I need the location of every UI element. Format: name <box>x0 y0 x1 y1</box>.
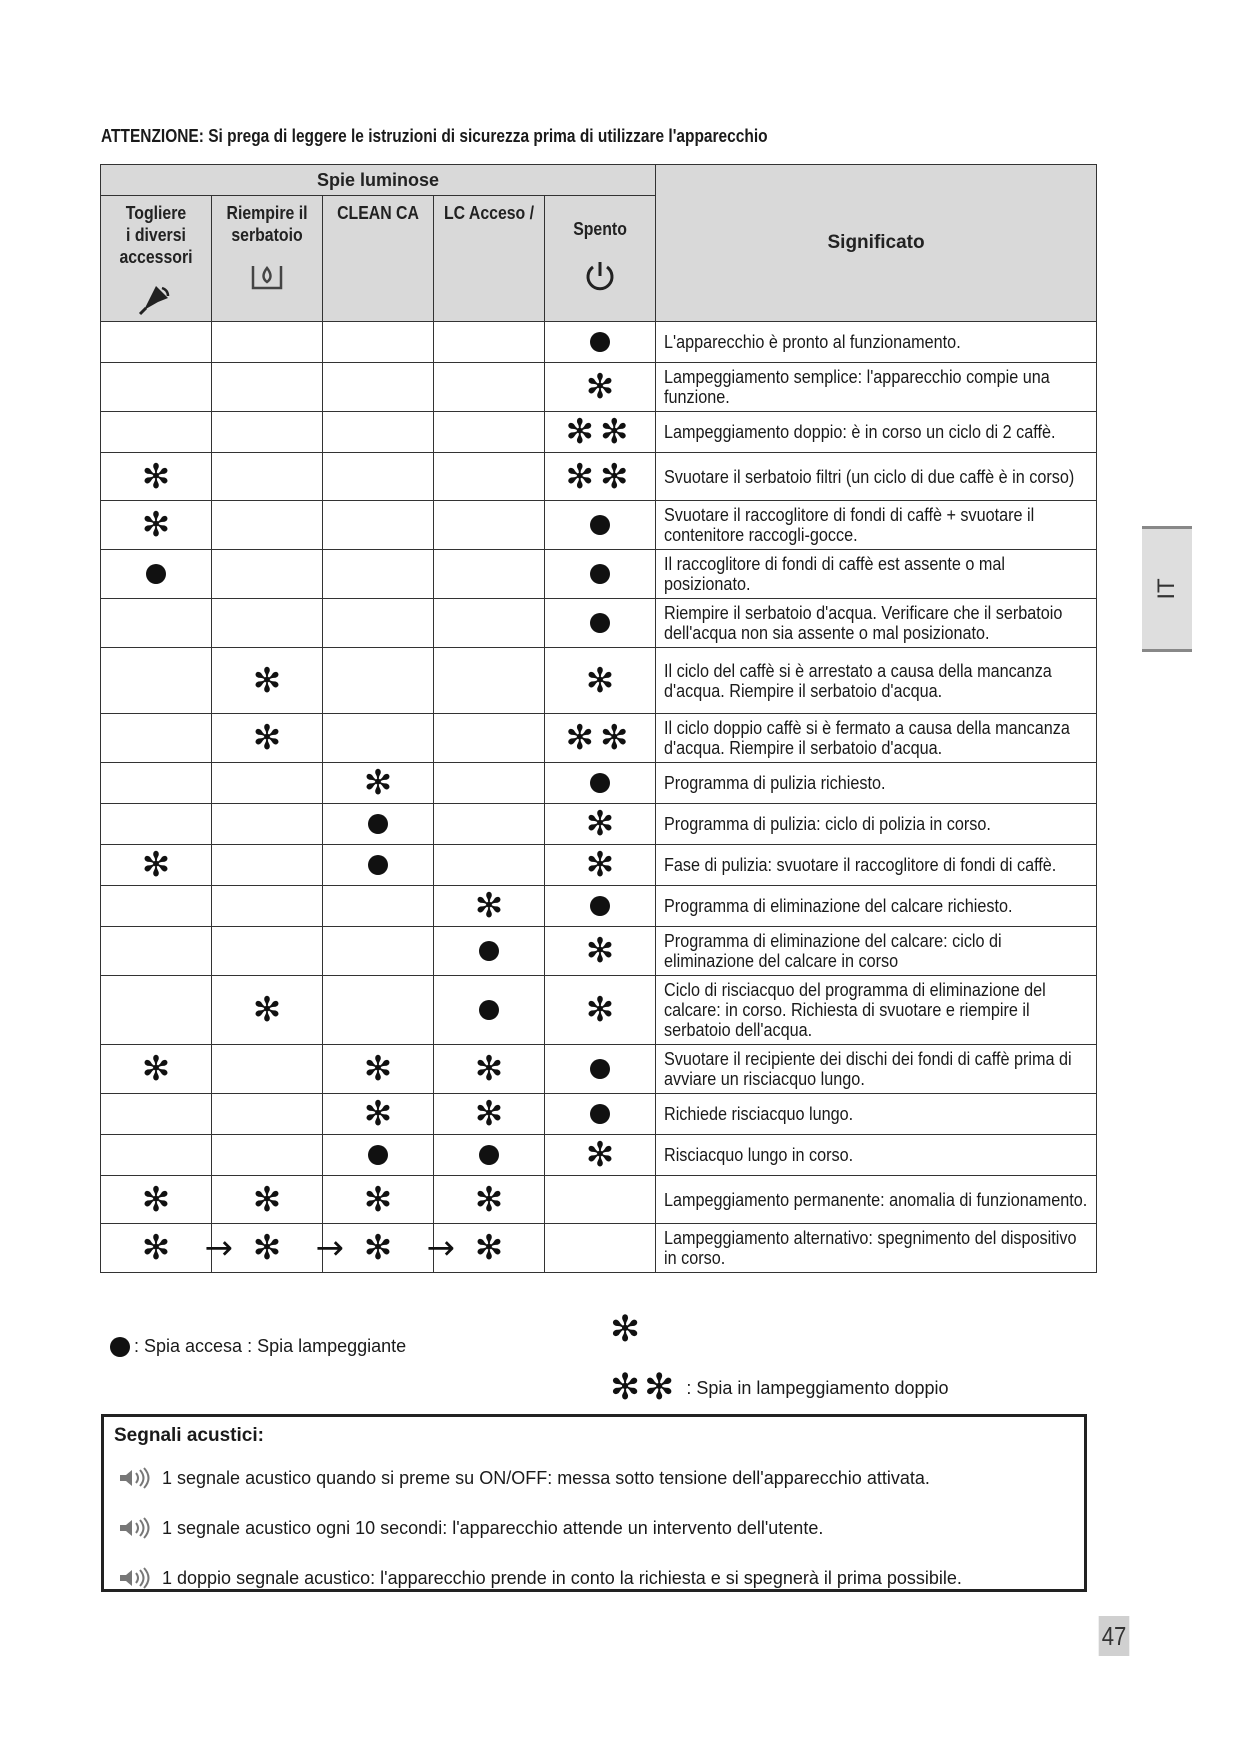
meaning-text: Fase di pulizia: svuotare il raccoglitore di fondi di caffè. <box>664 855 1057 875</box>
legend-lit-text: : Spia accesa : Spia lampeggiante <box>134 1336 407 1356</box>
light-off-cell <box>101 886 212 927</box>
light-off-cell <box>101 1094 212 1135</box>
light-blink-cell <box>101 1045 212 1094</box>
light-blink-cell <box>323 1094 434 1135</box>
blink-asterisk-icon: ✻ <box>585 1135 615 1175</box>
blink-asterisk-icon: ✻ <box>363 1049 393 1089</box>
table-row <box>101 714 1097 763</box>
lit-dot-icon <box>590 896 610 916</box>
light-off-cell <box>212 453 323 501</box>
lit-dot-icon <box>368 814 388 834</box>
double-blink-icon: ✻✻ <box>565 718 635 758</box>
light-on-cell <box>101 550 212 599</box>
meaning-text: Programma di pulizia: ciclo di polizia in corso. <box>664 814 991 834</box>
light-blink-cell <box>101 1224 233 1273</box>
meaning-cell <box>656 1224 1097 1273</box>
meaning-text: Lampeggiamento alternativo: spegnimento del dispositivo in corso. <box>664 1228 1077 1268</box>
column-header <box>212 196 323 322</box>
light-blink-cell <box>101 453 212 501</box>
column-header-label: Togliere <box>125 203 187 223</box>
meaning-cell <box>656 1094 1097 1135</box>
double-blink-icon: ✻✻ <box>565 456 635 497</box>
column-header-label: CLEAN CA <box>337 203 419 223</box>
light-on-cell <box>545 886 656 927</box>
lit-dot-icon <box>110 1337 130 1357</box>
light-off-cell <box>434 501 545 550</box>
light-off-cell <box>212 1094 323 1135</box>
lit-dot-icon <box>590 773 610 793</box>
lit-dot-icon <box>590 515 610 535</box>
column-header-label: LC Acceso / <box>443 203 535 223</box>
blink-asterisk-icon: ✻ <box>363 1228 393 1268</box>
power-icon <box>545 258 655 299</box>
meaning-cell <box>656 453 1097 501</box>
arrow-right-icon: → <box>204 1228 233 1268</box>
speaker-icon <box>118 1517 152 1539</box>
blink-asterisk-icon: ✻ <box>252 660 282 701</box>
table-row <box>101 599 1097 648</box>
meaning-cell <box>656 599 1097 648</box>
meaning-cell <box>656 804 1097 845</box>
light-on-cell <box>545 1045 656 1094</box>
light-off-cell <box>101 1135 212 1176</box>
lit-dot-icon <box>479 941 499 961</box>
acoustic-item <box>118 1467 930 1489</box>
blink-asterisk-icon: ✻ <box>363 1094 393 1134</box>
light-off-cell <box>101 363 212 412</box>
accessory-removal-icon <box>101 280 211 321</box>
light-off-cell <box>434 648 545 714</box>
light-blink-cell <box>434 1094 545 1135</box>
meaning-cell <box>656 1045 1097 1094</box>
light-off-cell <box>323 886 434 927</box>
light-off-cell <box>323 453 434 501</box>
light-on-cell <box>323 1135 434 1176</box>
meaning-cell <box>656 550 1097 599</box>
meaning-cell <box>656 501 1097 550</box>
light-on-cell <box>434 1135 545 1176</box>
meaning-text: Riempire il serbatoio d'acqua. Verificare che il serbatoio dell'acqua non sia assente o mal posizionato. <box>664 603 1063 643</box>
meaning-text: Lampeggiamento doppio: è in corso un ciclo di 2 caffè. <box>664 422 1056 442</box>
light-off-cell <box>323 501 434 550</box>
light-off-cell <box>212 363 323 412</box>
light-blink-cell <box>323 1176 434 1224</box>
light-off-cell <box>101 412 212 453</box>
blink-asterisk-icon: ✻ <box>585 845 615 885</box>
light-on-cell <box>434 976 545 1045</box>
lit-dot-icon <box>590 1059 610 1079</box>
meaning-header: Significato <box>656 165 1097 322</box>
meaning-text: Richiede risciacquo lungo. <box>664 1104 854 1124</box>
light-blink-cell <box>212 1224 344 1273</box>
light-off-cell <box>101 763 212 804</box>
light-on-cell <box>434 927 545 976</box>
blink-asterisk-icon: ✻ <box>252 718 282 758</box>
meaning-text: L'apparecchio è pronto al funzionamento. <box>664 332 961 352</box>
light-blink-cell <box>212 976 323 1045</box>
light-double-blink-cell <box>545 453 656 501</box>
lit-dot-icon <box>590 564 610 584</box>
column-header-label: Spento <box>573 219 627 239</box>
meaning-text: Lampeggiamento permanente: anomalia di funzionamento. <box>664 1189 1088 1210</box>
meaning-text: Il raccoglitore di fondi di caffè est assente o mal posizionato. <box>664 554 1006 594</box>
meaning-cell <box>656 927 1097 976</box>
column-header <box>434 196 545 322</box>
blink-asterisk-icon: ✻ <box>141 1179 171 1220</box>
table-row <box>101 363 1097 412</box>
table-row <box>101 845 1097 886</box>
light-off-cell <box>101 976 212 1045</box>
meaning-text: Svuotare il recipiente dei dischi dei fondi di caffè prima di avviare un risciacquo lungo. <box>664 1049 1072 1089</box>
group-header: Spie luminose <box>101 165 656 196</box>
blink-asterisk-icon: ✻ <box>141 1228 171 1268</box>
table-row <box>101 804 1097 845</box>
meaning-cell <box>656 1176 1097 1224</box>
light-off-cell <box>101 804 212 845</box>
meaning-text: Ciclo di risciacquo del programma di eliminazione del calcare: in corso. Richiesta di svuotare e riempire il serbatoio dell'acqua. <box>664 980 1046 1040</box>
blink-asterisk-icon: ✻ <box>141 456 171 497</box>
indicator-lights-table <box>100 164 1097 1273</box>
language-tab-label: IT <box>1153 578 1180 600</box>
acoustic-item-text: 1 doppio segnale acustico: l'apparecchio prende in conto la richiesta e si spegnerà il prima possibile. <box>162 1567 962 1588</box>
light-off-cell <box>434 363 545 412</box>
light-off-cell <box>212 927 323 976</box>
blink-asterisk-icon: ✻ <box>585 931 615 971</box>
column-header-label: accessori <box>119 247 193 267</box>
column-header-label: serbatoio <box>231 225 303 245</box>
blink-asterisk-icon: ✻ <box>363 763 393 803</box>
table-row <box>101 453 1097 501</box>
meaning-text: Programma di eliminazione del calcare: ciclo di eliminazione del calcare in corso <box>664 931 1002 971</box>
light-off-cell <box>212 501 323 550</box>
lit-dot-icon <box>590 613 610 633</box>
acoustic-item <box>118 1567 962 1589</box>
light-blink-cell <box>101 845 212 886</box>
blink-asterisk-icon: ✻ <box>474 1228 504 1268</box>
blink-asterisk-icon: ✻ <box>474 1179 504 1220</box>
speaker-icon <box>118 1467 152 1489</box>
speaker-icon <box>118 1567 152 1589</box>
meaning-cell <box>656 412 1097 453</box>
light-off-cell <box>101 927 212 976</box>
acoustic-signals-box <box>101 1414 1087 1592</box>
lit-dot-icon <box>146 564 166 584</box>
table-row <box>101 763 1097 804</box>
light-blink-cell <box>323 763 434 804</box>
legend-double-text: : Spia in lampeggiamento doppio <box>686 1377 949 1398</box>
light-off-cell <box>323 648 434 714</box>
light-on-cell <box>545 501 656 550</box>
meaning-text: Programma di pulizia richiesto. <box>664 773 886 793</box>
blink-asterisk-icon: ✻ <box>585 804 615 844</box>
light-off-cell <box>212 1045 323 1094</box>
blink-asterisk-icon: ✻ <box>474 886 504 926</box>
acoustic-item <box>118 1517 823 1539</box>
table-row <box>101 412 1097 453</box>
light-blink-cell <box>323 1224 455 1273</box>
acoustic-item-text: 1 segnale acustico quando si preme su ON/OFF: messa sotto tensione dell'apparecchio attivata. <box>162 1467 930 1488</box>
light-off-cell <box>545 1224 656 1273</box>
light-off-cell <box>212 763 323 804</box>
meaning-cell <box>656 763 1097 804</box>
meaning-text: Programma di eliminazione del calcare richiesto. <box>664 896 1013 916</box>
light-off-cell <box>434 599 545 648</box>
blink-asterisk-icon: ✻ <box>252 990 282 1030</box>
light-blink-cell <box>545 976 656 1045</box>
light-blink-cell <box>434 1176 545 1224</box>
light-blink-cell <box>545 927 656 976</box>
light-off-cell <box>323 363 434 412</box>
light-off-cell <box>323 927 434 976</box>
light-off-cell <box>323 550 434 599</box>
safety-warning: ATTENZIONE: Si prega di leggere le istruzioni di sicurezza prima di utilizzare l'apparecchio <box>101 126 768 146</box>
legend-double <box>610 1367 949 1408</box>
meaning-cell <box>656 648 1097 714</box>
light-off-cell <box>434 714 545 763</box>
light-off-cell <box>212 804 323 845</box>
column-header <box>101 196 212 322</box>
lit-dot-icon <box>479 1145 499 1165</box>
light-blink-cell <box>545 845 656 886</box>
double-blink-icon: ✻✻ <box>610 1367 679 1408</box>
blink-asterisk-icon: ✻ <box>141 505 171 545</box>
table-row <box>101 550 1097 599</box>
light-off-cell <box>434 550 545 599</box>
light-off-cell <box>212 1135 323 1176</box>
light-off-cell <box>323 322 434 363</box>
light-on-cell <box>545 322 656 363</box>
light-off-cell <box>101 599 212 648</box>
light-blink-cell <box>434 1045 545 1094</box>
meaning-cell <box>656 714 1097 763</box>
light-blink-cell <box>434 886 545 927</box>
blink-asterisk-icon: ✻ <box>585 660 615 701</box>
language-tab <box>1142 526 1192 652</box>
blink-asterisk-icon: ✻ <box>141 1049 171 1089</box>
light-off-cell <box>434 845 545 886</box>
light-off-cell <box>323 412 434 453</box>
legend-lit <box>110 1336 406 1357</box>
light-on-cell <box>323 845 434 886</box>
meaning-text: Lampeggiamento semplice: l'apparecchio compie una funzione. <box>664 367 1050 407</box>
table-row <box>101 1045 1097 1094</box>
light-off-cell <box>323 599 434 648</box>
page-number: 47 <box>1099 1616 1130 1656</box>
light-double-blink-cell <box>545 412 656 453</box>
light-off-cell <box>434 763 545 804</box>
light-off-cell <box>101 714 212 763</box>
lit-dot-icon <box>368 1145 388 1165</box>
light-blink-cell <box>212 648 323 714</box>
light-blink-cell <box>545 648 656 714</box>
light-on-cell <box>545 1094 656 1135</box>
light-blink-cell <box>212 1176 323 1224</box>
legend-blink <box>610 1309 641 1350</box>
light-off-cell <box>212 322 323 363</box>
water-tank-icon <box>212 258 322 299</box>
column-header-label: Riempire il <box>226 203 308 223</box>
light-off-cell <box>434 453 545 501</box>
meaning-text: Il ciclo doppio caffè si è fermato a causa della mancanza d'acqua. Riempire il serbatoio d'acqua. <box>664 718 1070 758</box>
light-blink-cell <box>545 1135 656 1176</box>
light-off-cell <box>212 412 323 453</box>
lit-dot-icon <box>590 1104 610 1124</box>
light-off-cell <box>101 322 212 363</box>
light-double-blink-cell <box>545 714 656 763</box>
blink-asterisk-icon: ✻ <box>585 367 615 407</box>
light-off-cell <box>212 886 323 927</box>
table-row <box>101 1135 1097 1176</box>
lit-dot-icon <box>368 855 388 875</box>
table-row <box>101 1094 1097 1135</box>
arrow-right-icon: → <box>315 1228 344 1268</box>
light-on-cell <box>323 804 434 845</box>
column-header-label: i diversi <box>126 225 186 245</box>
light-off-cell <box>434 804 545 845</box>
meaning-cell <box>656 322 1097 363</box>
acoustic-title: Segnali acustici: <box>114 1425 264 1446</box>
light-blink-cell <box>545 363 656 412</box>
blink-asterisk-icon: ✻ <box>363 1179 393 1220</box>
blink-asterisk-icon: ✻ <box>585 990 615 1030</box>
blink-asterisk-icon: ✻ <box>252 1179 282 1220</box>
table-row <box>101 1224 1097 1273</box>
meaning-cell <box>656 1135 1097 1176</box>
light-off-cell <box>545 1176 656 1224</box>
light-blink-cell <box>323 1045 434 1094</box>
light-off-cell <box>212 845 323 886</box>
acoustic-item-text: 1 segnale acustico ogni 10 secondi: l'apparecchio attende un intervento dell'utente. <box>162 1517 824 1538</box>
light-blink-cell <box>101 1176 212 1224</box>
light-off-cell <box>212 550 323 599</box>
meaning-text: Risciacquo lungo in corso. <box>664 1145 854 1165</box>
light-blink-cell <box>545 804 656 845</box>
table-row <box>101 1176 1097 1224</box>
table-row <box>101 886 1097 927</box>
meaning-text: Svuotare il raccoglitore di fondi di caffè + svuotare il contenitore raccogli-gocce. <box>664 505 1035 545</box>
blink-asterisk-icon: ✻ <box>474 1094 504 1134</box>
light-blink-cell <box>101 501 212 550</box>
light-off-cell <box>212 599 323 648</box>
meaning-text: Il ciclo del caffè si è arrestato a causa della mancanza d'acqua. Riempire il serbatoio d'acqua. <box>664 660 1052 701</box>
column-header <box>323 196 434 322</box>
table-row <box>101 501 1097 550</box>
meaning-cell <box>656 976 1097 1045</box>
light-blink-cell <box>212 714 323 763</box>
lit-dot-icon <box>590 332 610 352</box>
light-on-cell <box>545 599 656 648</box>
light-off-cell <box>323 714 434 763</box>
double-blink-icon: ✻✻ <box>565 412 635 452</box>
table-row <box>101 648 1097 714</box>
meaning-cell <box>656 845 1097 886</box>
lit-dot-icon <box>479 1000 499 1020</box>
blink-asterisk-icon: ✻ <box>610 1309 641 1350</box>
blink-asterisk-icon: ✻ <box>252 1228 282 1268</box>
table-row <box>101 322 1097 363</box>
light-off-cell <box>323 976 434 1045</box>
meaning-text: Svuotare il serbatoio filtri (un ciclo di due caffè è in corso) <box>664 466 1075 487</box>
light-off-cell <box>101 648 212 714</box>
table-row <box>101 976 1097 1045</box>
column-header <box>545 196 656 322</box>
light-on-cell <box>545 550 656 599</box>
meaning-cell <box>656 363 1097 412</box>
light-on-cell <box>545 763 656 804</box>
meaning-cell <box>656 886 1097 927</box>
blink-asterisk-icon: ✻ <box>474 1049 504 1089</box>
light-off-cell <box>434 412 545 453</box>
blink-asterisk-icon: ✻ <box>141 845 171 885</box>
arrow-right-icon: → <box>426 1228 455 1268</box>
table-row <box>101 927 1097 976</box>
light-off-cell <box>434 322 545 363</box>
